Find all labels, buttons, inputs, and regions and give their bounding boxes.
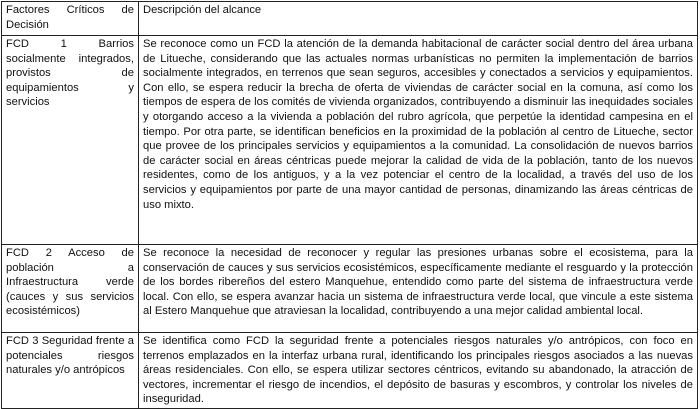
table-row (2, 36, 698, 245)
factor-cell: FCD 1 Barrios socialmente integrados, provistos de equipamientos y servicios (2, 36, 139, 245)
factor-cell: FCD 2 Acceso de población a Infraestructura verde (cauces y sus servicios ecosistémicos) (2, 245, 139, 333)
table-row (2, 333, 698, 409)
description-cell: Se identifica como FCD la seguridad frente a potenciales riesgos naturales y/o antrópicos, con foco en terrenos emplazados en la interfaz urbana rural, identificando los principales riesgos asociados a las nuevas áreas residenciales. Con ello, se espera utilizar sectores céntricos, evitando su abandonado, la atracción de vectores, incrementar el riesgo de incendios, el depósito de basuras y escombros, y controlar los niveles de inseguridad. (139, 333, 698, 409)
description-cell: Se reconoce como un FCD la atención de la demanda habitacional de carácter social dentro del área urbana de Litueche, considerando que las actuales normas urbanísticas no permiten la implementación de barrios socialmente integrados, en terrenos que sean seguros, accesibles y conectados a servicios y equipamientos. Con ello, se espera reducir la brecha de oferta de viviendas de carácter social en la comuna, así como los tiempos de espera de los comités de vivienda organizados, contribuyendo a disminuir las inequidades sociales y otorgando acceso a la vivienda a población del rubro agrícola, que perpetúe la identidad campesina en el tiempo. Por otra parte, se identifican beneficios en la proximidad de la población al centro de Litueche, sector que provee de los principales servicios y equipamientos a la comunidad. La consolidación de nuevos barrios de carácter social en áreas céntricas puede mejorar la calidad de vida de la población, tanto de los nuevos residentes, como de los antiguos, y a la vez potenciar el centro de la localidad, a través del uso de los servicios y equipamientos por parte de una mayor cantidad de personas, dinamizando las áreas céntricas de uso mixto. (139, 36, 698, 245)
table-row (2, 245, 698, 333)
criteria-table (1, 1, 698, 409)
factor-cell: FCD 3 Seguridad frente a potenciales riesgos naturales y/o antrópicos (2, 333, 139, 409)
header-factor: Factores Críticos de Decisión (2, 2, 139, 36)
table-header-row (2, 2, 698, 36)
header-description: Descripción del alcance (139, 2, 698, 36)
description-cell: Se reconoce la necesidad de reconocer y regular las presiones urbanas sobre el ecosistema, para la conservación de cauces y sus servicios ecosistémicos, específicamente mediante el resguardo y la protección de los bordes ribereños del estero Manquehue, entendido como parte del sistema de infraestructura verde local. Con ello, se espera avanzar hacia un sistema de infraestructura verde local, que vincule a este sistema al Estero Manquehue que atraviesan la localidad, contribuyendo a una mejor calidad ambiental local. (139, 245, 698, 333)
